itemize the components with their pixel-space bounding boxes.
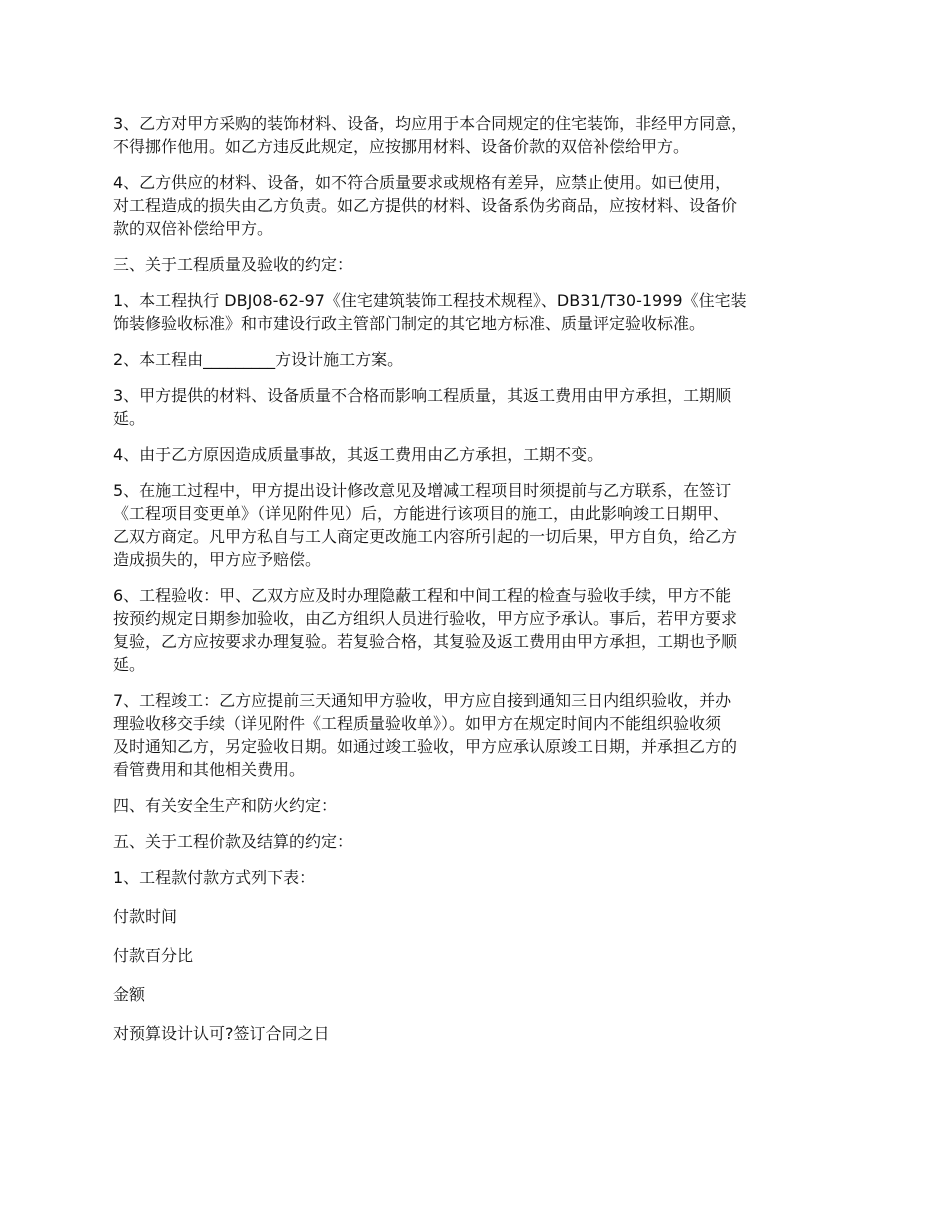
- clause-b5-design-change: 5、在施工过程中，甲方提出设计修改意见及增减工程项目时须提前与乙方联系，在签订 《工程项目变更单》（详见附件见）后，方能进行该项目的施工，由此影响竣工日期甲、 乙双方商定。凡甲方私自与工人商定更改施工内容所引起的一切后果，甲方自负，给乙方 造成损失的，甲方应予赔偿。: [113, 481, 738, 569]
- table-header-amount: 金额: [113, 985, 146, 1004]
- clause-b1-standards: 1、本工程执行 DBJ08-62-97《住宅建筑装饰工程技术规程》、DB31/T30-1999《住宅装 饰装修验收标准》和市建设行政主管部门制定的其它地方标准、质量评定验收标准。: [113, 291, 747, 333]
- clause-c1-payment-method: 1、工程款付款方式列下表：: [113, 868, 316, 887]
- section-heading-safety: 四、有关安全生产和防火约定：: [113, 796, 338, 815]
- clause-b6-inspection: 6、工程验收：甲、乙双方应及时办理隐蔽工程和中间工程的检查与验收手续，甲方不能 按预约规定日期参加验收，由乙方组织人员进行验收，甲方应予承认。事后，若甲方要求 复验，乙方应按要求办理复验。若复验合格，其复验及返工费用由甲方承担，工期也予顺 延。: [113, 586, 738, 674]
- clause-a4-material-supply: 4、乙方供应的材料、设备，如不符合质量要求或规格有差异，应禁止使用。如已使用， 对工程造成的损失由乙方负责。如乙方提供的材料、设备系伪劣商品，应按材料、设备价 款的双倍补偿给甲方。: [113, 173, 738, 238]
- section-heading-payment: 五、关于工程价款及结算的约定：: [113, 832, 354, 851]
- clause-a3-material-use: 3、乙方对甲方采购的装饰材料、设备，均应用于本合同规定的住宅装饰，非经甲方同意， 不得挪作他用。如乙方违反此规定，应按挪用材料、设备价款的双倍补偿给甲方。: [113, 114, 748, 156]
- table-header-payment-percent: 付款百分比: [113, 946, 194, 965]
- section-heading-quality: 三、关于工程质量及验收的约定：: [113, 255, 354, 274]
- clause-b7-completion: 7、工程竣工：乙方应提前三天通知甲方验收，甲方应自接到通知三日内组织验收，并办 理验收移交手续（详见附件《工程质量验收单》）。如甲方在规定时间内不能组织验收须 及时通知乙方，另定验收日期。如通过竣工验收，甲方应承认原竣工日期，并承担乙方的 看管费用和其他相关费用。: [113, 691, 738, 779]
- table-header-payment-time: 付款时间: [113, 907, 178, 926]
- clause-b3-defective-material: 3、甲方提供的材料、设备质量不合格而影响工程质量，其返工费用由甲方承担，工期顺 延。: [113, 386, 732, 428]
- clause-b4-quality-accident: 4、由于乙方原因造成质量事故，其返工费用由乙方承担，工期不变。: [113, 445, 604, 464]
- table-cell-first-payment: 对预算设计认可?签订合同之日: [113, 1024, 330, 1043]
- clause-b2-design: 2、本工程由_________方设计施工方案。: [113, 350, 404, 369]
- document-body: [113, 112, 843, 1058]
